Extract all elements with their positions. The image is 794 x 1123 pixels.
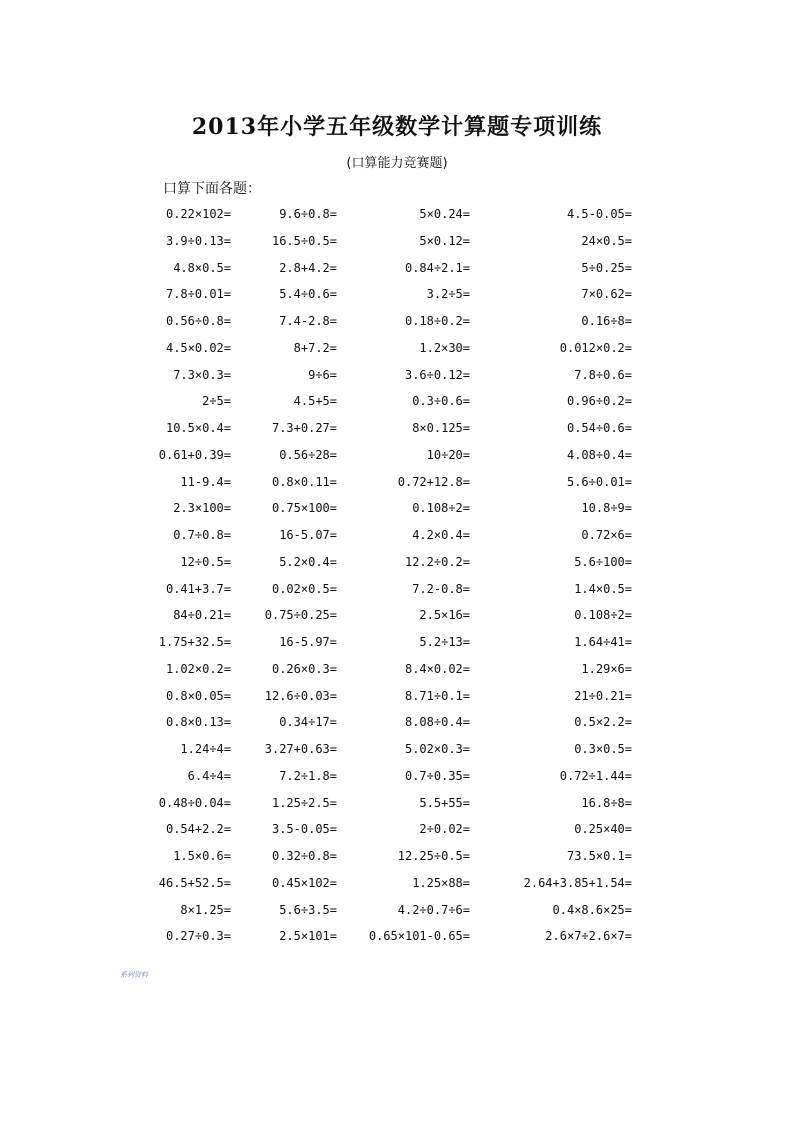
problem-item: 1.75+32.5=: [158, 635, 231, 649]
problem-item: 2.5×101=: [279, 929, 337, 944]
problem-row: [0, 714, 794, 741]
problem-item: 2.3×100=: [173, 501, 231, 516]
problem-item: 3.2÷5=: [426, 287, 470, 302]
problem-item: 46.5+52.5=: [158, 875, 231, 890]
problem-item: 4.5-0.05=: [566, 207, 632, 221]
problem-item: 0.56÷0.8=: [165, 314, 231, 328]
problem-item: 0.75×100=: [271, 501, 337, 516]
problem-item: 10.8÷9=: [581, 501, 632, 516]
problem-row: [0, 367, 794, 394]
problem-item: 5×0.24=: [419, 207, 470, 221]
problem-item: 5÷0.25=: [581, 260, 632, 275]
problem-item: 0.7÷0.35=: [404, 768, 470, 783]
problem-row: [0, 795, 794, 822]
problem-row: [0, 527, 794, 554]
problem-item: 12.2÷0.2=: [404, 554, 470, 569]
problem-row: [0, 286, 794, 313]
problem-item: 2÷5=: [202, 394, 231, 409]
problem-row: [0, 313, 794, 340]
problem-item: 7.8÷0.01=: [165, 287, 231, 302]
problem-item: 73.5×0.1=: [566, 849, 632, 863]
problem-row: [0, 928, 794, 955]
problem-item: 0.65×101-0.65=: [368, 929, 470, 944]
problem-row: [0, 233, 794, 260]
problem-row: [0, 634, 794, 661]
problem-row: [0, 661, 794, 688]
problem-item: 5.4÷0.6=: [279, 287, 337, 302]
problem-item: 0.56÷28=: [279, 447, 337, 462]
problem-grid: [0, 206, 794, 955]
problem-item: 3.5-0.05=: [271, 822, 337, 837]
problem-row: [0, 581, 794, 608]
problem-item: 5×0.12=: [419, 233, 470, 248]
problem-item: 2.8+4.2=: [279, 260, 337, 275]
problem-item: 0.54÷0.6=: [566, 421, 632, 435]
problem-item: 0.45×102=: [271, 875, 337, 890]
problem-item: 16-5.97=: [279, 635, 337, 649]
problem-row: [0, 447, 794, 474]
problem-item: 5.02×0.3=: [404, 742, 470, 756]
problem-item: 2÷0.02=: [419, 822, 470, 837]
problem-item: 1.25÷2.5=: [271, 795, 337, 810]
problem-item: 3.6÷0.12=: [404, 367, 470, 382]
problem-item: 1.29×6=: [581, 661, 632, 676]
problem-item: 0.41+3.7=: [165, 581, 231, 596]
problem-item: 0.18÷0.2=: [404, 314, 470, 328]
problem-item: 0.27÷0.3=: [165, 929, 231, 944]
problem-row: [0, 902, 794, 929]
problem-item: 2.64+3.85+1.54=: [523, 875, 632, 890]
problem-item: 84÷0.21=: [173, 608, 231, 623]
problem-row: [0, 848, 794, 875]
problem-item: 0.8×0.11=: [271, 474, 337, 489]
problem-row: [0, 420, 794, 447]
problem-row: [0, 768, 794, 795]
problem-item: 9÷6=: [308, 367, 337, 382]
problem-item: 8.08÷0.4=: [404, 715, 470, 730]
problem-row: [0, 206, 794, 233]
problem-item: 0.75÷0.25=: [264, 608, 337, 623]
problem-row: [0, 821, 794, 848]
problem-item: 8.71÷0.1=: [404, 688, 470, 703]
problem-item: 0.61+0.39=: [158, 447, 231, 462]
problem-item: 12.25÷0.5=: [397, 849, 470, 863]
problem-item: 2.6×7÷2.6×7=: [545, 929, 632, 944]
problem-item: 5.6÷100=: [574, 554, 632, 569]
problem-item: 21÷0.21=: [574, 688, 632, 703]
problem-row: [0, 741, 794, 768]
problem-item: 5.6÷0.01=: [566, 474, 632, 489]
footer-mark: 系列资料: [120, 971, 148, 979]
problem-item: 5.2×0.4=: [279, 554, 337, 569]
problem-item: 4.2×0.4=: [412, 528, 470, 542]
problem-row: [0, 607, 794, 634]
problem-item: 8.4×0.02=: [404, 661, 470, 676]
problem-item: 0.012×0.2=: [559, 340, 632, 355]
problem-item: 7×0.62=: [581, 287, 632, 302]
problem-item: 0.7÷0.8=: [173, 528, 231, 542]
problem-item: 0.25×40=: [574, 822, 632, 837]
problem-item: 11-9.4=: [180, 474, 231, 489]
problem-item: 16.5÷0.5=: [271, 233, 337, 248]
problem-item: 0.8×0.13=: [165, 715, 231, 730]
problem-item: 0.34÷17=: [279, 715, 337, 730]
problem-item: 4.2÷0.7÷6=: [397, 902, 470, 917]
problem-row: [0, 875, 794, 902]
problem-item: 10÷20=: [426, 447, 470, 462]
problem-item: 8×1.25=: [180, 902, 231, 917]
problem-item: 0.84÷2.1=: [404, 260, 470, 275]
problem-item: 0.72×6=: [581, 528, 632, 542]
problem-item: 24×0.5=: [581, 233, 632, 248]
problem-item: 0.22×102=: [165, 207, 231, 221]
problem-row: [0, 554, 794, 581]
problem-item: 5.6÷3.5=: [279, 902, 337, 917]
instruction-text: 口算下面各题：: [163, 181, 261, 197]
problem-item: 7.3×0.3=: [173, 367, 231, 382]
problem-item: 0.5×2.2=: [574, 715, 632, 730]
problem-item: 7.2-0.8=: [412, 581, 470, 596]
problem-item: 7.2÷1.8=: [279, 768, 337, 783]
problem-item: 1.2×30=: [419, 340, 470, 355]
problem-item: 4.8×0.5=: [173, 260, 231, 275]
problem-item: 4.08÷0.4=: [566, 447, 632, 462]
problem-item: 0.72÷1.44=: [559, 768, 632, 783]
problem-item: 1.24÷4=: [180, 742, 231, 756]
problem-item: 5.5+55=: [419, 795, 470, 810]
problem-item: 16.8÷8=: [581, 795, 632, 810]
problem-row: [0, 260, 794, 287]
problem-item: 0.3÷0.6=: [412, 394, 470, 409]
problem-item: 0.16÷8=: [581, 314, 632, 328]
problem-item: 1.4×0.5=: [574, 581, 632, 596]
problem-item: 0.48÷0.04=: [158, 795, 231, 810]
problem-item: 7.3+0.27=: [271, 421, 337, 435]
problem-item: 0.26×0.3=: [271, 661, 337, 676]
problem-item: 12.6÷0.03=: [264, 688, 337, 703]
problem-item: 0.8×0.05=: [165, 688, 231, 703]
problem-item: 3.27+0.63=: [264, 742, 337, 756]
problem-item: 12÷0.5=: [180, 554, 231, 569]
problem-item: 9.6÷0.8=: [279, 207, 337, 221]
problem-item: 8×0.125=: [412, 421, 470, 435]
document-title: 2013年小学五年级数学计算题专项训练: [191, 114, 603, 140]
problem-item: 0.108÷2=: [574, 608, 632, 623]
problem-item: 2.5×16=: [419, 608, 470, 623]
problem-item: 7.8÷0.6=: [574, 367, 632, 382]
problem-item: 5.2÷13=: [419, 635, 470, 649]
problem-item: 0.72+12.8=: [397, 474, 470, 489]
problem-item: 1.5×0.6=: [173, 849, 231, 863]
problem-item: 3.9÷0.13=: [165, 233, 231, 248]
problem-item: 0.96÷0.2=: [566, 394, 632, 409]
problem-row: [0, 688, 794, 715]
problem-item: 1.64÷41=: [574, 635, 632, 649]
problem-item: 7.4-2.8=: [279, 314, 337, 328]
problem-item: 0.54+2.2=: [165, 822, 231, 837]
problem-item: 10.5×0.4=: [165, 421, 231, 435]
problem-item: 0.02×0.5=: [271, 581, 337, 596]
problem-item: 0.108÷2=: [412, 501, 470, 516]
problem-item: 0.32÷0.8=: [271, 849, 337, 863]
problem-item: 4.5×0.02=: [165, 340, 231, 355]
problem-item: 4.5+5=: [293, 394, 337, 409]
problem-item: 8+7.2=: [293, 340, 337, 355]
problem-row: [0, 393, 794, 420]
problem-row: [0, 474, 794, 501]
problem-item: 1.25×88=: [412, 875, 470, 890]
problem-item: 0.3×0.5=: [574, 742, 632, 756]
problem-item: 0.4×8.6×25=: [552, 902, 632, 917]
problem-row: [0, 340, 794, 367]
problem-item: 16-5.07=: [279, 528, 337, 542]
problem-item: 6.4÷4=: [187, 768, 231, 783]
document-subtitle: (口算能力竞赛题): [346, 156, 448, 171]
problem-row: [0, 500, 794, 527]
problem-item: 1.02×0.2=: [165, 661, 231, 676]
